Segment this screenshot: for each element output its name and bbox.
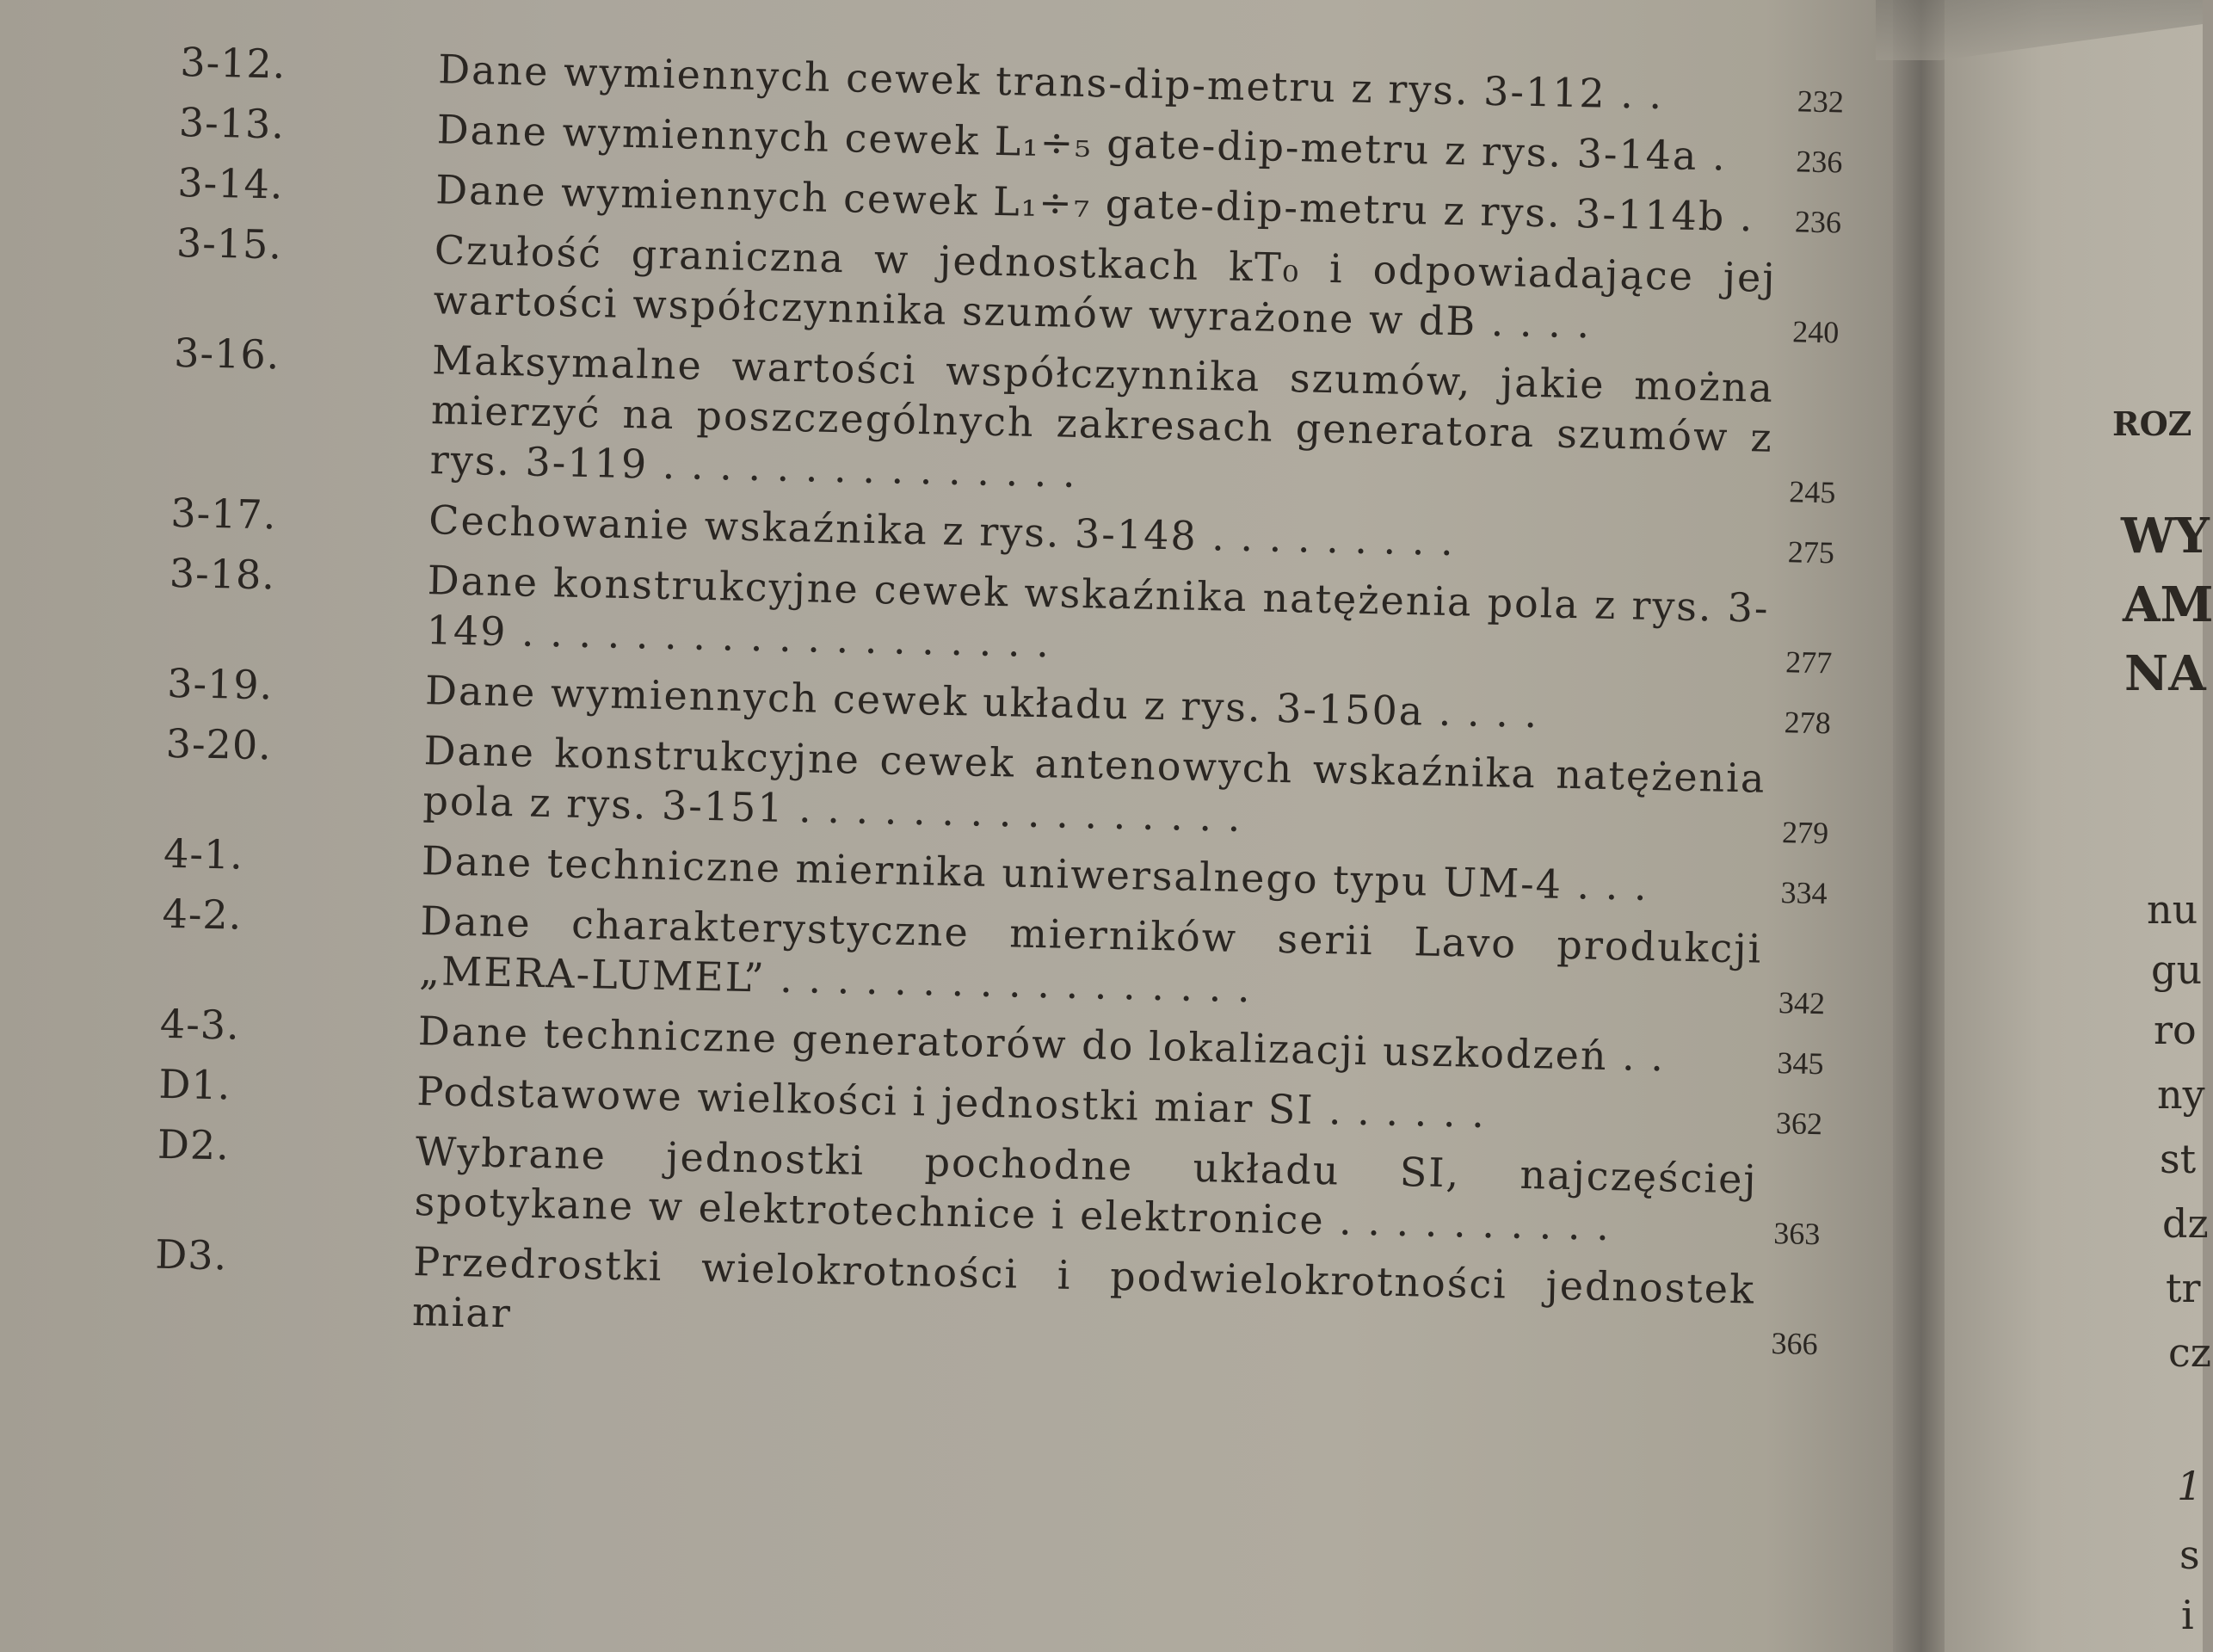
body-fragment: ro [2154,1007,2197,1053]
table-title: Dane konstrukcyjne cewek antenowych wskaźnika natężenia pola z rys. 3-151 . . . . . . . . . . . . . . . . [422,727,1766,841]
table-title: Dane wymiennych cewek L₁÷₅ gate-dip-metru z rys. 3-14a . [436,106,1728,180]
body-fragment: i [2181,1592,2194,1638]
table-number: 3-15. [176,219,283,268]
table-title: Przedrostki wielokrotności i podwielokrotności jednostek miar [411,1237,1756,1337]
table-number: 4-2. [162,890,243,939]
body-fragment: ny [2157,1071,2205,1118]
right-page [1936,0,2203,1652]
table-number: D2. [157,1120,231,1169]
page-number: 240 [1791,314,1840,350]
page-number: 345 [1777,1045,1824,1082]
table-number: 4-1. [163,829,244,878]
chapter-header: ROZ [2112,404,2192,443]
body-fragment: gu [2151,946,2203,993]
page-number: 232 [1797,83,1845,120]
table-list [153,39,1883,1377]
table-title: Dane techniczne miernika uniwersalnego typu UM-4 . . . [421,837,1649,909]
table-title: Dane konstrukcyjne cewek wskaźnika natężenia pola z rys. 3-149 . . . . . . . . . . . . . . . . . . . [426,557,1771,667]
page-number: 277 [1785,644,1833,681]
list-item [154,1231,1859,1366]
table-number: 3-18. [169,549,276,599]
table-number: 3-13. [178,98,286,148]
page-number: 275 [1787,534,1835,570]
chapter-title-line: AM [2123,576,2213,633]
table-number: 4-3. [159,1000,241,1049]
chapter-title-line: WY [2121,508,2210,564]
page-number: 278 [1784,705,1832,741]
page-number: 279 [1781,815,1829,851]
table-title: Dane charakterystyczne mierników serii Lavo produkcji „MERA-LUMEL” . . . . . . . . . . . . . . . . . [418,897,1763,1012]
table-title: Czułość graniczna w jednostkach kT₀ i odpowiadające jej wartości współczynnika szumów wyrażone w dB . . . . [433,226,1778,348]
chapter-title-line: NA [2124,645,2206,702]
table-number: 3-20. [165,719,273,769]
table-title: Dane techniczne generatorów do lokalizacji uszkodzeń . . [417,1008,1666,1081]
list-item [171,330,1877,515]
page-number: 363 [1772,1216,1821,1252]
page-number: 366 [1771,1326,1819,1362]
body-fragment: st [2160,1136,2197,1182]
body-fragment: 1 [2177,1463,2203,1509]
book-gutter [1893,0,1945,1652]
table-title: Dane wymiennych cewek L₁÷₇ gate-dip-metru z rys. 3-114b . [435,166,1755,241]
table-title: Cechowanie wskaźnika z rys. 3-148 . . . . . . . . . [428,496,1456,565]
table-number: 3-19. [166,659,274,709]
body-fragment: cz [2168,1329,2211,1376]
page-number: 245 [1788,474,1836,510]
table-number: 3-17. [170,489,277,539]
table-title: Wybrane jednostki pochodne układu SI, najczęściej spotykane w elektrotechnice i elektronice . . . . . . . . . . [414,1128,1759,1250]
table-number: 3-14. [176,158,285,208]
page-number: 362 [1775,1106,1823,1142]
table-number: D3. [154,1230,228,1279]
table-number: D1. [157,1060,231,1109]
table-title: Dane wymiennych cewek układu z rys. 3-150a . . . . [424,667,1539,737]
table-number: 3-16. [173,329,280,379]
body-fragment: dz [2162,1200,2209,1247]
body-fragment: tr [2166,1265,2201,1311]
table-title: Dane wymiennych cewek trans-dip-metru z rys. 3-112 . . [437,46,1664,119]
table-number: 3-12. [179,39,287,88]
page-number: 334 [1780,875,1828,911]
page-number: 236 [1794,204,1842,240]
table-title: Maksymalne wartości współczynnika szumów, jakie można mierzyć na poszczególnych zakresach generatora szumów z rys. 3-119 . . . . . . . . . . . . . . . [429,336,1775,496]
page-number: 342 [1778,985,1826,1021]
page-number: 236 [1796,144,1843,180]
body-fragment: nu [2147,886,2198,933]
body-fragment: s [2179,1532,2200,1578]
table-title: Podstawowe wielkości i jednostki miar SI . . . . . . [416,1068,1487,1137]
